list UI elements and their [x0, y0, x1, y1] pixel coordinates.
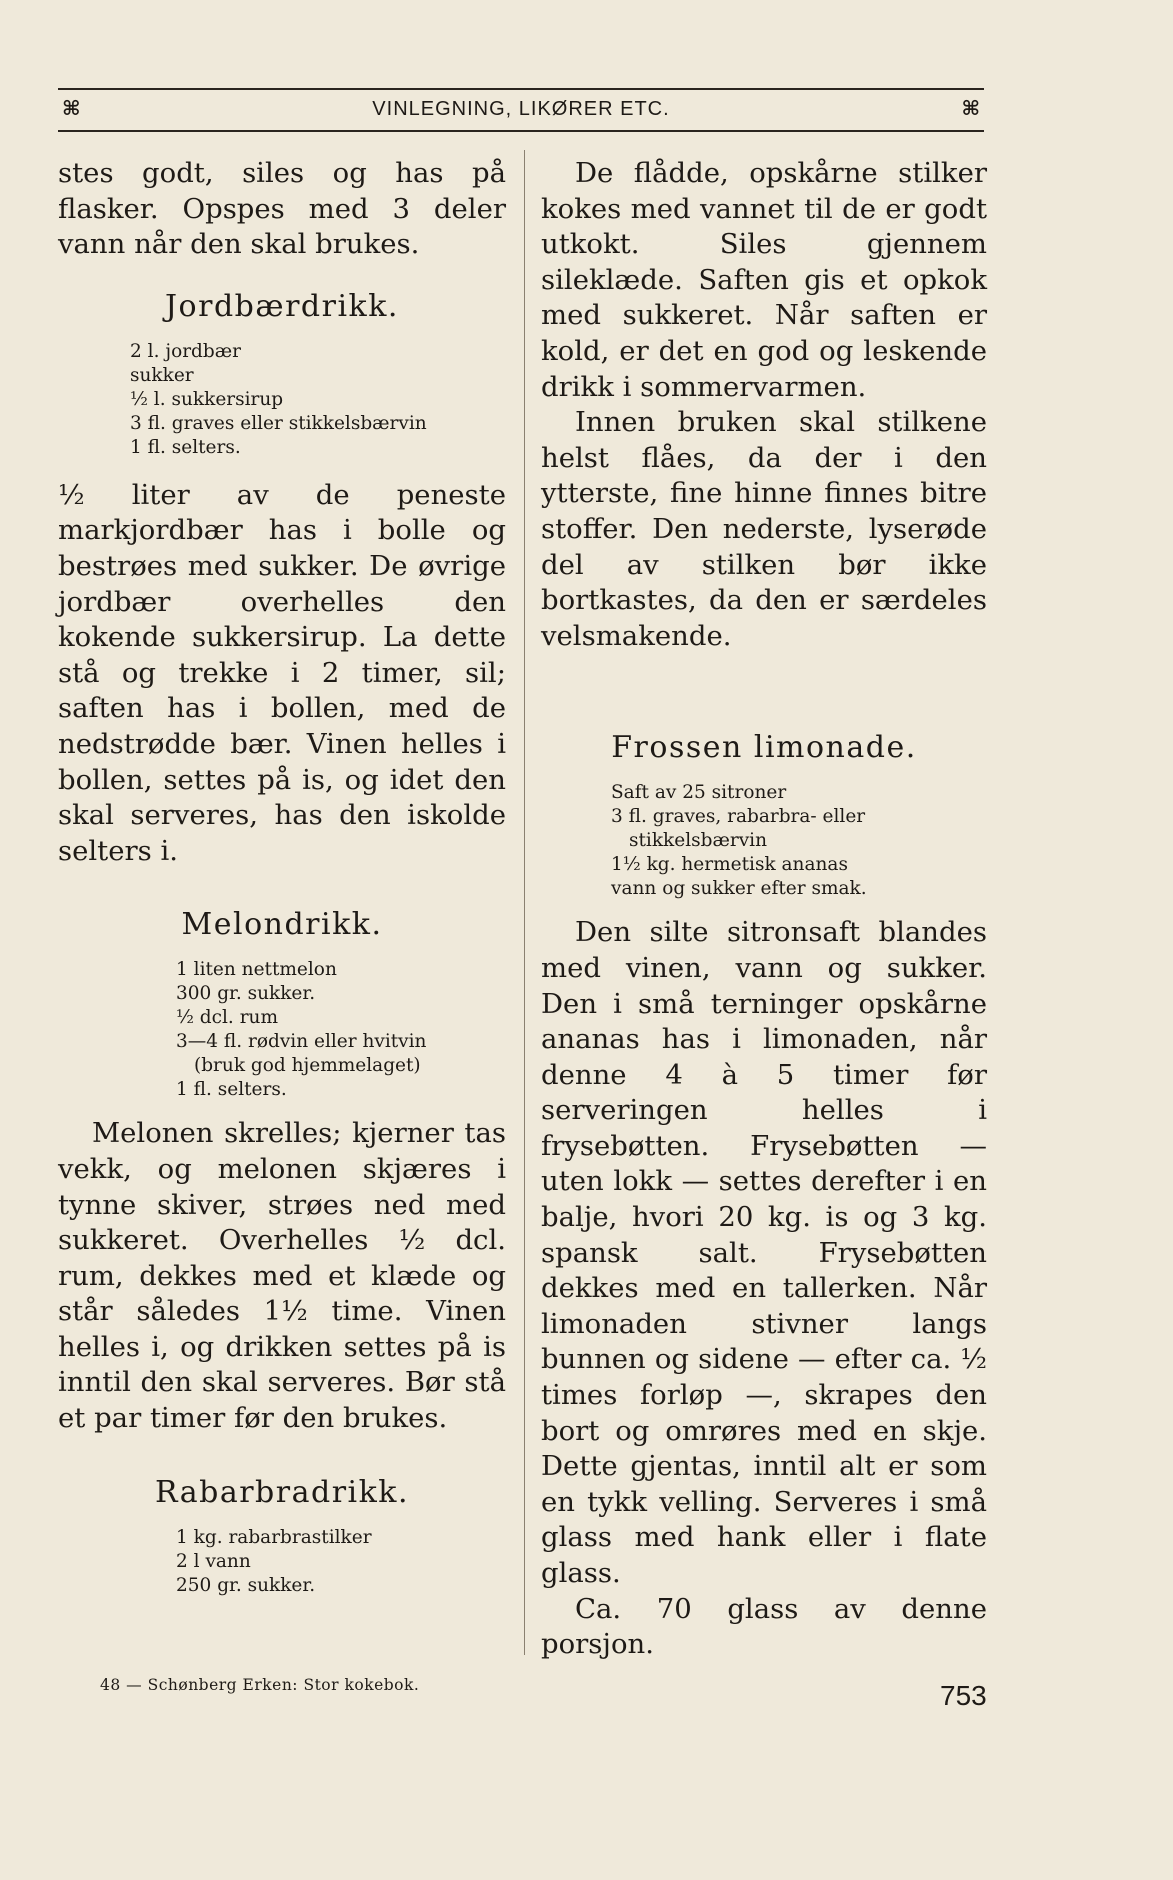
left-column [58, 156, 506, 1598]
recipe-title-limonade: Frossen limonade. [611, 730, 917, 766]
ingredient-item: 300 gr. sukker. [176, 983, 316, 1005]
ingredient-item: ½ dcl. rum [176, 1007, 278, 1029]
ingredient-item: stikkelsbærvin [629, 830, 767, 852]
ingredient-item: (bruk god hjemmelaget) [194, 1055, 421, 1077]
ingredient-item: 2 l. jordbær [130, 340, 241, 362]
ingredient-item: 3—4 fl. rødvin eller hvitvin [176, 1031, 427, 1053]
recipe-text-limonade: Den silte sitronsaft blandes med vinen, vann og sukker. Den i små terninger opskårne ananas has i limonaden, når denne 4 à 5 timer før serveringen helles i frysebøtten. Frysebøtten — uten lokk — settes derefter i en balje, hvori 20 kg. is og 3 kg. spansk salt. Frysebøtten dekkes med en tallerken. Når limonaden stivner langs bunnen og sidene — efter ca. ½ times forløp —, skrapes den bort og omrøres med en skje. Dette gjentas, inntil alt er som en tykk velling. Serveres i små glass med hank eller i flate glass. [541, 916, 987, 1589]
header-title: VINLEGNING, LIKØRER ETC. [372, 98, 670, 120]
recipe-text-jordbaer: ½ liter av de peneste markjordbær has i bolle og bestrøes med sukker. De øvrige jordbær overhelles den kokende sukkersirup. La dette stå og trekke i 2 timer, sil; saften has i bollen, med de nedstrødde bær. Vinen helles i bollen, settes på is, og idet den skal serveres, has den iskolde selters i. [58, 478, 506, 867]
ingredient-item: 1 fl. selters. [176, 1079, 287, 1101]
ingredient-list-melon [176, 958, 506, 1102]
rabarbra-note-paragraph: Innen bruken skal stilkene helst flåes, da der i den ytterste, fine hinne finnes bitre stoffer. Den nederste, lyserøde del av stilken bør ikke bortkastes, da den er særdeles velsmakende. [541, 406, 987, 652]
ingredient-list-jordbaer [130, 340, 506, 460]
recipe-title-melon: Melondrikk. [181, 907, 383, 943]
ingredient-item: 3 fl. graves eller stikkelsbærvin [130, 412, 427, 434]
ingredient-item: sukker [130, 364, 194, 386]
ingredient-item: 250 gr. sukker. [176, 1574, 316, 1596]
rabarbra-method-paragraph: De flådde, opskårne stilker kokes med vannet til de er godt utkokt. Siles gjennem sileklæde. Saften gis et opkok med sukkeret. Når saften er kold, er det en god og leskende drikk i sommervarmen. [541, 157, 987, 403]
ingredient-item: ½ l. sukkersirup [130, 388, 284, 410]
running-header [58, 88, 984, 132]
right-column [541, 156, 987, 1663]
intro-paragraph: stes godt, siles og has på flasker. Opspes med 3 deler vann når den skal brukes. [58, 157, 506, 261]
header-ornament-right-icon: ⌘ [961, 96, 980, 120]
ingredient-item: Saft av 25 sitroner [611, 782, 787, 804]
ingredient-list-rabarbra [176, 1526, 506, 1598]
header-ornament-left-icon: ⌘ [62, 96, 81, 120]
column-divider [524, 150, 525, 1655]
ingredient-item: 1 fl. selters. [130, 436, 241, 458]
page-number: 753 [940, 1680, 987, 1711]
ingredient-item: vann og sukker efter smak. [611, 878, 867, 900]
ingredient-item: 1½ kg. hermetisk ananas [611, 854, 848, 876]
ingredient-item: 2 l vann [176, 1550, 251, 1572]
recipe-text-melon: Melonen skrelles; kjerner tas vekk, og melonen skjæres i tynne skiver, strøes ned med sukkeret. Overhelles ½ dcl. rum, dekkes med et klæde og står således 1½ time. Vinen helles i, og drikken settes på is inntil den skal serveres. Bør stå et par timer før den brukes. [58, 1117, 506, 1435]
ingredient-item: 1 kg. rabarbrastilker [176, 1526, 372, 1548]
ingredient-list-limonade [611, 781, 987, 901]
ingredient-item: 3 fl. graves, rabarbra- eller [611, 806, 866, 828]
yield-note: Ca. 70 glass av denne porsjon. [541, 1592, 987, 1661]
printer-signature: 48 — Schønberg Erken: Stor kokebok. [100, 1676, 420, 1694]
ingredient-item: 1 liten nettmelon [176, 959, 337, 981]
recipe-title-jordbaer: Jordbærdrikk. [165, 288, 399, 324]
recipe-title-rabarbra: Rabarbradrikk. [154, 1474, 410, 1510]
